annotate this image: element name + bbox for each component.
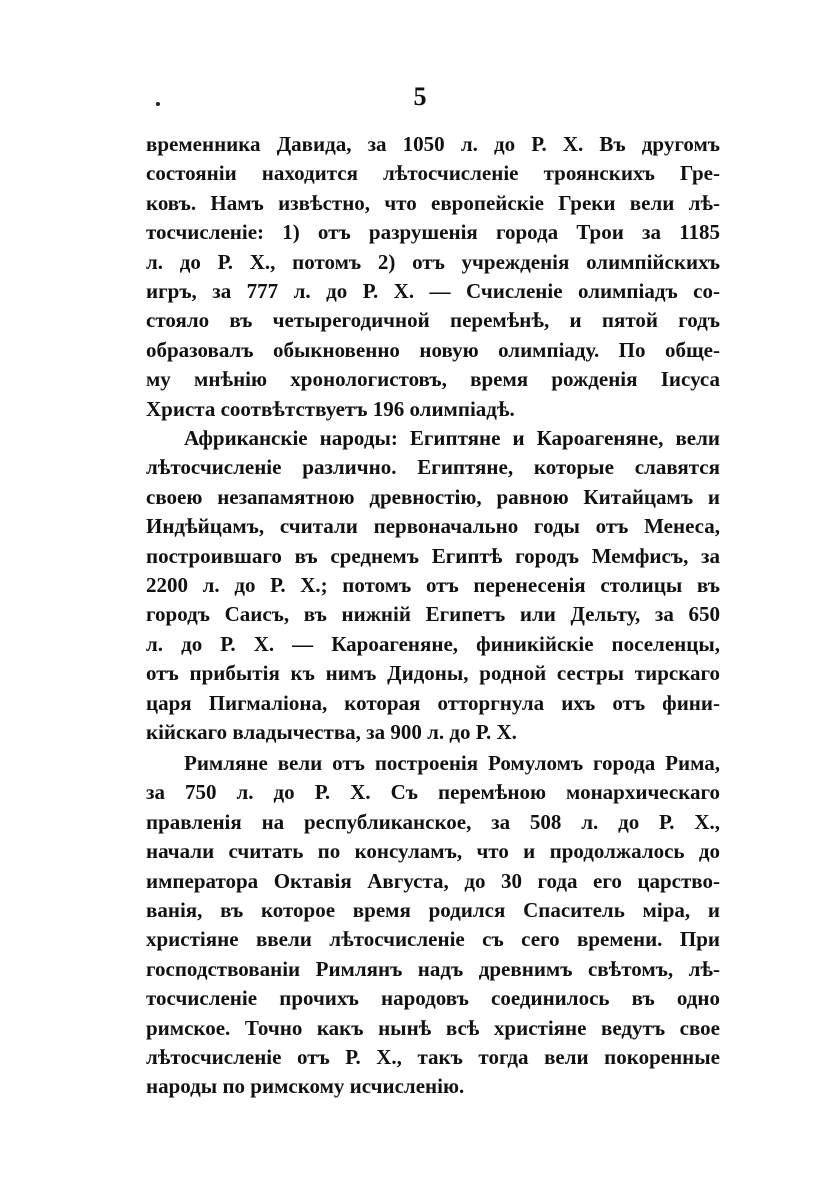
text-line: Африканскiе народы: Египтяне и Кароагеняне, вели [184, 426, 720, 450]
text-line: образовалъ обыкновенно новую олимпiаду. По обще- [146, 337, 720, 362]
text-line: императора Октавiя Августа, до 30 года его царство- [146, 868, 720, 893]
text-line: римское. Точно какъ нынѣ всѣ христiяне ведутъ свое [146, 1015, 720, 1040]
text-line: построившаго въ среднемъ Египтѣ городъ Мемфисъ, за [146, 543, 720, 568]
text-line: ванiя, въ которое время родился Спаситель мiра, и [146, 897, 720, 922]
text-line: своею незапамятною древностiю, равною Китайцамъ и [146, 484, 720, 509]
text-line: л. до Р. Х. — Кароагеняне, финикiйскiе поселенцы, [146, 631, 720, 656]
text-line: тосчисленiе: 1) отъ разрушенiя города Трои за 1185 [146, 220, 720, 245]
text-line: временника Давида, за 1050 л. до Р. Х. Въ другомъ [146, 132, 720, 156]
text-line: Христа соотвѣтствуетъ 196 олимпiадѣ. [146, 396, 515, 421]
text-line: кiйскаго владычества, за 900 л. до Р. Х. [146, 719, 517, 744]
text-line: тосчисленiе прочихъ народовъ соединилось въ одно [146, 986, 720, 1011]
text-line: Индѣйцамъ, считали первоначально годы отъ Менеса, [146, 514, 720, 539]
text-line: лѣтосчисленiе различно. Египтяне, которые славятся [146, 455, 720, 480]
text-line: му мнѣнiю хронологистовъ, время рожденiя Iисуса [146, 367, 720, 392]
text-line: игръ, за 777 л. до Р. Х. — Счисленiе олимпiадъ со- [146, 278, 720, 303]
text-line: царя Пигмалiона, которая отторгнула ихъ отъ фини- [146, 690, 720, 715]
text-line: начали считать по консуламъ, что и продолжалось до [146, 839, 720, 864]
text-line: господствованiи Римлянъ надъ древнимъ свѣтомъ, лѣ- [146, 956, 720, 981]
text-line: за 750 л. до Р. Х. Съ перемѣною монархическаго [146, 780, 720, 805]
text-line: 2200 л. до Р. Х.; потомъ отъ перенесенiя столицы въ [146, 572, 720, 597]
text-line: стояло въ четырегодичной перемѣнѣ, и пятой годъ [146, 308, 720, 333]
text-line: состоянiи находится лѣтосчисленiе троянскихъ Гре- [146, 161, 720, 186]
text-line: народы по римскому исчисленiю. [146, 1074, 465, 1099]
text-line: правленiя на республиканское, за 508 л. до Р. Х., [146, 809, 720, 834]
print-speck [156, 102, 160, 106]
paragraph-2 [146, 424, 720, 747]
paragraph-3 [146, 749, 720, 1102]
text-line: ковъ. Намъ извѣстно, что европейскiе Греки вели лѣ- [146, 190, 720, 215]
paragraph-1 [146, 130, 720, 424]
text-line: л. до Р. Х., потомъ 2) отъ учрежденiя олимпiйскихъ [146, 249, 720, 274]
text-line: городъ Саисъ, въ нижнiй Египетъ или Дельту, за 650 [146, 602, 720, 627]
page-number: 5 [413, 82, 427, 111]
text-line: Римляне вели отъ построенiя Ромуломъ города Рима, [184, 751, 720, 775]
text-line: отъ прибытiя къ нимъ Дидоны, родной сестры тирскаго [146, 661, 720, 686]
text-line: христiяне ввели лѣтосчисленiе съ сего времени. При [146, 927, 720, 952]
text-line: лѣтосчисленiе отъ Р. Х., такъ тогда вели покоренные [146, 1044, 720, 1069]
